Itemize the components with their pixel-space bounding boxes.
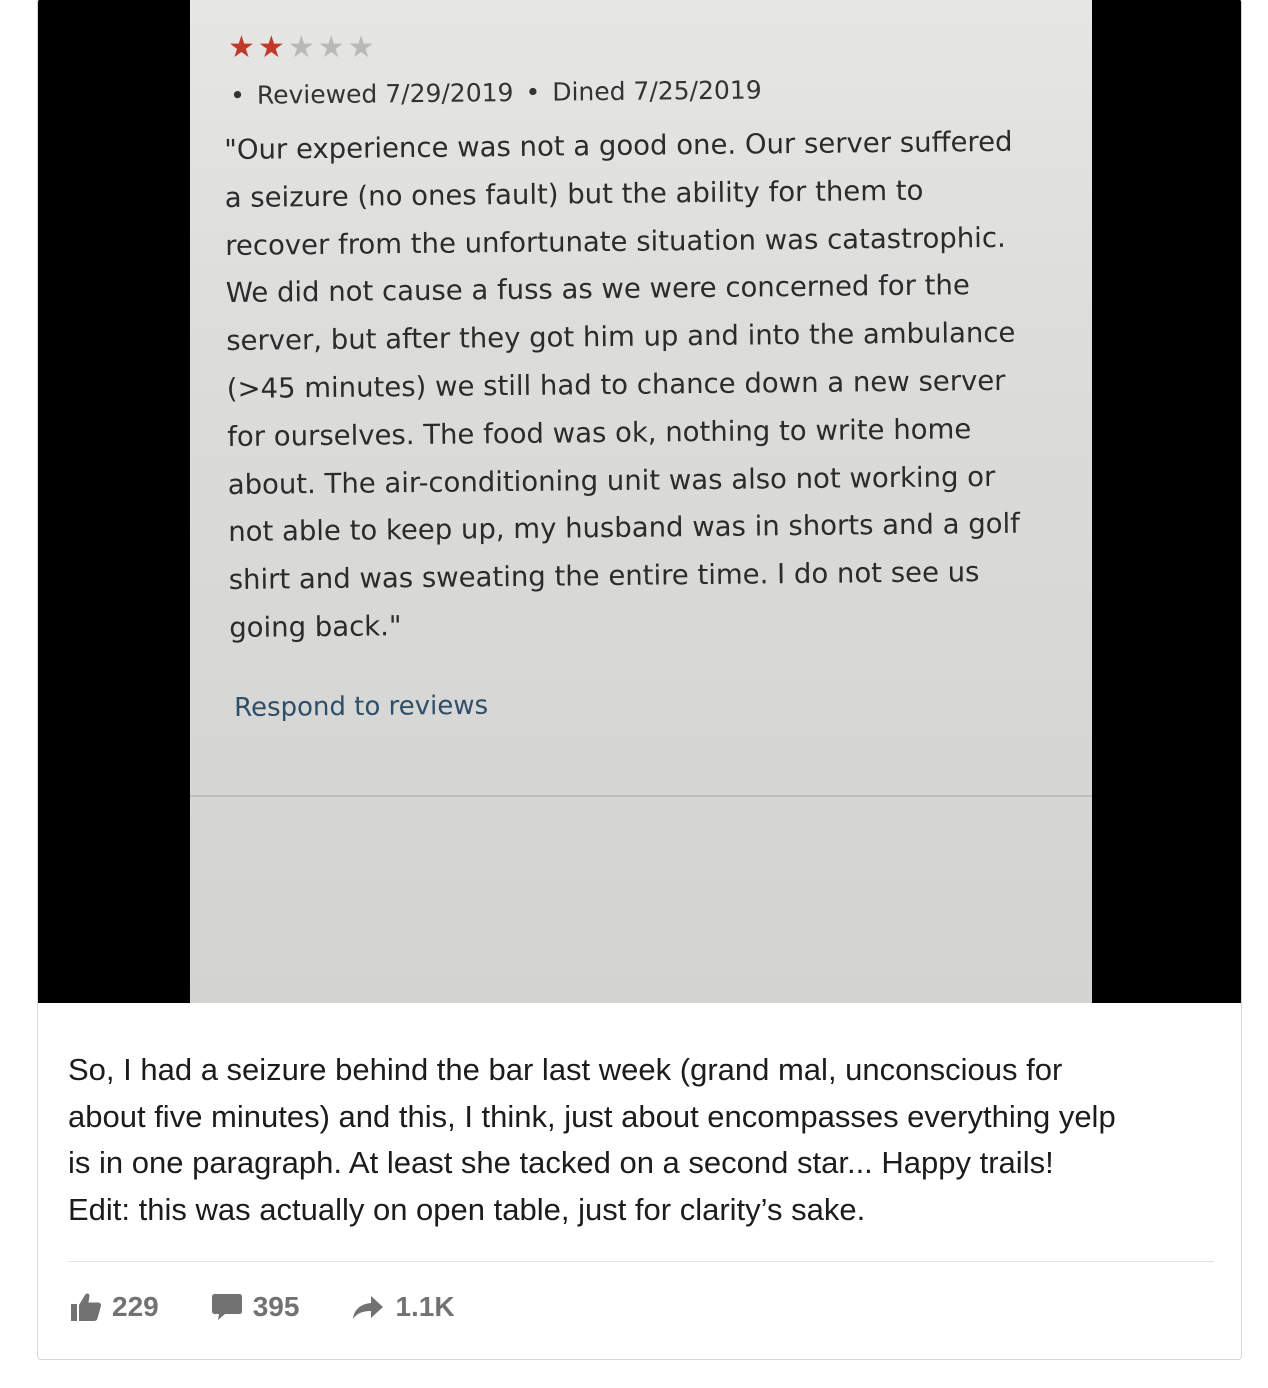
review-line: a seizure (no ones fault) but the ability for them to xyxy=(224,174,924,214)
review-line: about. The air-conditioning unit was also not working or xyxy=(227,460,996,501)
share-arrow-icon xyxy=(351,1292,385,1322)
post-caption xyxy=(68,1047,1228,1233)
caption-line: about five minutes) and this, I think, just about encompasses everything yelp xyxy=(68,1098,1116,1134)
like-button[interactable] xyxy=(70,1291,159,1323)
review-line: shirt and was sweating the entire time. I do not see us xyxy=(228,556,980,597)
comment-button[interactable] xyxy=(211,1291,300,1323)
share-button[interactable] xyxy=(351,1291,454,1323)
share-count: 1.1K xyxy=(395,1291,455,1322)
comment-count: 395 xyxy=(252,1291,300,1322)
divider xyxy=(68,1261,1214,1262)
post-stats xyxy=(70,1291,507,1323)
review-line: server, but after they got him up and into the ambulance xyxy=(226,316,1016,358)
caption-line: is in one paragraph. At least she tacked on a second star... Happy trails! xyxy=(68,1145,1054,1180)
review-line: "Our experience was not a good one. Our server suffered xyxy=(224,125,1013,166)
post-photo[interactable] xyxy=(38,0,1242,1003)
star-empty-icon: ★ xyxy=(287,30,315,65)
review-line: going back." xyxy=(229,610,402,644)
caption-line: Edit: this was actually on open table, just for clarity’s sake. xyxy=(68,1191,866,1227)
review-line: for ourselves. The food was ok, nothing to write home xyxy=(227,412,972,453)
post-card xyxy=(37,0,1242,1360)
paper-fold-line xyxy=(190,795,1092,797)
star-empty-icon: ★ xyxy=(317,30,345,65)
review-line: not able to keep up, my husband was in shorts and a golf xyxy=(228,508,1021,549)
reviewed-date: Reviewed 7/29/2019 xyxy=(256,78,514,110)
bullet-separator: • xyxy=(525,77,541,107)
bullet-separator: • xyxy=(230,80,246,110)
caption-line: So, I had a seizure behind the bar last week (grand mal, unconscious for xyxy=(68,1052,1063,1087)
review-text xyxy=(224,118,1059,652)
star-rating xyxy=(228,30,375,65)
comment-icon xyxy=(211,1292,243,1322)
review-line: recover from the unfortunate situation was catastrophic. xyxy=(225,221,1006,262)
respond-to-reviews-link: Respond to reviews xyxy=(234,690,489,723)
thumbs-up-icon xyxy=(70,1292,102,1322)
review-line: (>45 minutes) we still had to chance down a new server xyxy=(226,364,1006,405)
star-filled-icon: ★ xyxy=(257,30,285,65)
review-line: We did not cause a fuss as we were concerned for the xyxy=(225,269,970,310)
review-meta xyxy=(230,75,762,110)
like-count: 229 xyxy=(112,1291,159,1322)
star-filled-icon: ★ xyxy=(228,30,255,65)
printed-review xyxy=(190,0,1092,1003)
star-empty-icon: ★ xyxy=(347,30,375,65)
dined-date: Dined 7/25/2019 xyxy=(552,75,762,107)
